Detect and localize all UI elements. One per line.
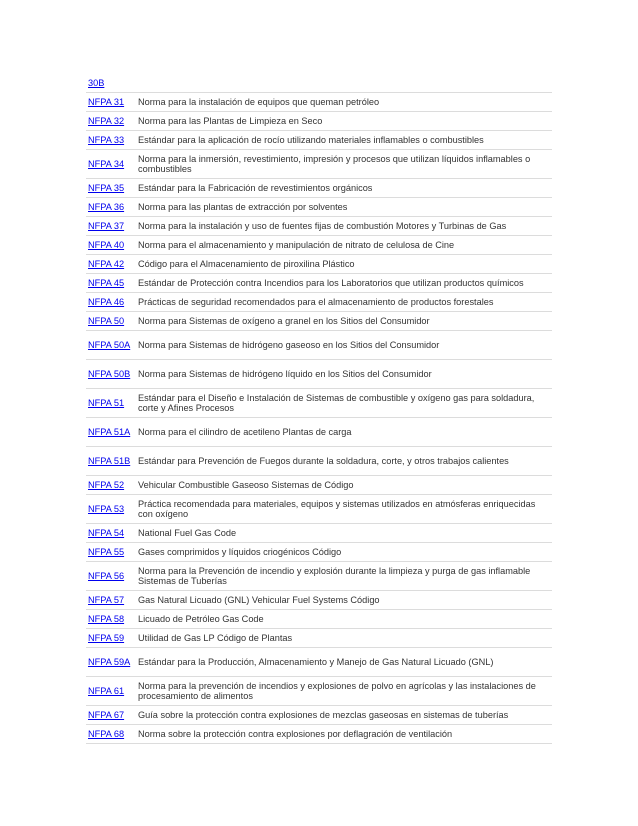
standard-description: Norma sobre la protección contra explosiones por deflagración de ventilación [136, 725, 552, 744]
standard-code-link[interactable]: NFPA 33 [88, 134, 125, 145]
standard-description: Norma para la inmersión, revestimiento, impresión y procesos que utilizan líquidos inflamables o combustibles [136, 150, 552, 179]
standard-code-cell [86, 93, 136, 112]
standard-code-link[interactable]: NFPA 58 [88, 613, 125, 624]
standard-code-cell [86, 648, 136, 677]
standard-description: Vehicular Combustible Gaseoso Sistemas de Código [136, 476, 552, 495]
standard-description: Licuado de Petróleo Gas Code [136, 610, 552, 629]
standard-code-link[interactable]: NFPA 31 [88, 96, 125, 107]
standard-description: Norma para la instalación de equipos que queman petróleo [136, 93, 552, 112]
standard-code-cell [86, 677, 136, 706]
standard-code-link[interactable]: NFPA 59A [88, 656, 131, 667]
standard-code-link[interactable]: NFPA 68 [88, 728, 125, 739]
table-row [86, 648, 552, 677]
table-row [86, 293, 552, 312]
standard-code-link[interactable]: NFPA 54 [88, 527, 125, 538]
standard-code-link[interactable]: NFPA 59 [88, 632, 125, 643]
standard-code-link[interactable]: NFPA 32 [88, 115, 125, 126]
table-row [86, 389, 552, 418]
table-row [86, 562, 552, 591]
standard-description: Estándar de Protección contra Incendios para los Laboratorios que utilizan productos químicos [136, 274, 552, 293]
table-row [86, 236, 552, 255]
standard-description: Estándar para Prevención de Fuegos durante la soldadura, corte, y otros trabajos calientes [136, 447, 552, 476]
standard-code-cell [86, 360, 136, 389]
standard-description: Práctica recomendada para materiales, equipos y sistemas utilizados en atmósferas enriquecidas con oxígeno [136, 495, 552, 524]
table-row [86, 476, 552, 495]
table-row [86, 591, 552, 610]
table-row [86, 274, 552, 293]
standard-description: Norma para el almacenamiento y manipulación de nitrato de celulosa de Cine [136, 236, 552, 255]
table-row [86, 543, 552, 562]
standard-code-cell [86, 524, 136, 543]
standard-code-link[interactable]: NFPA 45 [88, 277, 125, 288]
standard-description: Código para el Almacenamiento de piroxilina Plástico [136, 255, 552, 274]
standard-description: Utilidad de Gas LP Código de Plantas [136, 629, 552, 648]
standard-description: Norma para las Plantas de Limpieza en Seco [136, 112, 552, 131]
standard-code-link[interactable]: NFPA 37 [88, 220, 125, 231]
standard-code-cell [86, 495, 136, 524]
standard-code-cell [86, 418, 136, 447]
standard-code-link[interactable]: NFPA 51 [88, 397, 125, 408]
standard-description [136, 74, 552, 93]
standard-code-cell [86, 293, 136, 312]
table-row [86, 725, 552, 744]
standard-code-cell [86, 217, 136, 236]
standard-code-link[interactable]: NFPA 35 [88, 182, 125, 193]
standard-code-link[interactable]: NFPA 53 [88, 503, 125, 514]
standard-code-cell [86, 150, 136, 179]
standard-description: Norma para la instalación y uso de fuentes fijas de combustión Motores y Turbinas de Gas [136, 217, 552, 236]
table-row [86, 150, 552, 179]
table-row [86, 418, 552, 447]
standard-code-cell [86, 255, 136, 274]
table-row [86, 524, 552, 543]
standard-code-cell [86, 236, 136, 255]
standard-description: National Fuel Gas Code [136, 524, 552, 543]
standard-description: Norma para Sistemas de oxígeno a granel en los Sitios del Consumidor [136, 312, 552, 331]
standard-code-link[interactable]: NFPA 46 [88, 296, 125, 307]
standard-description: Norma para la Prevención de incendio y explosión durante la limpieza y purga de gas inflamable Sistemas de Tuberías [136, 562, 552, 591]
standard-code-link[interactable]: 30B [88, 77, 105, 88]
table-row [86, 629, 552, 648]
standard-code-cell [86, 706, 136, 725]
table-row [86, 198, 552, 217]
standard-code-link[interactable]: NFPA 36 [88, 201, 125, 212]
standard-code-link[interactable]: NFPA 50 [88, 315, 125, 326]
standard-description: Prácticas de seguridad recomendados para el almacenamiento de productos forestales [136, 293, 552, 312]
table-row [86, 255, 552, 274]
table-row [86, 312, 552, 331]
standard-code-cell [86, 312, 136, 331]
standard-code-cell [86, 591, 136, 610]
standard-code-cell [86, 112, 136, 131]
standard-code-link[interactable]: NFPA 40 [88, 239, 125, 250]
standard-code-link[interactable]: NFPA 51A [88, 426, 131, 437]
standard-code-cell [86, 447, 136, 476]
table-row [86, 495, 552, 524]
standard-code-cell [86, 476, 136, 495]
standard-code-cell [86, 274, 136, 293]
standard-description: Estándar para la aplicación de rocío utilizando materiales inflamables o combustibles [136, 131, 552, 150]
standard-description: Norma para la prevención de incendios y explosiones de polvo en agrícolas y las instalaciones de procesamiento de alimentos [136, 677, 552, 706]
table-row [86, 610, 552, 629]
standard-code-link[interactable]: NFPA 51B [88, 455, 131, 466]
standard-description: Gas Natural Licuado (GNL) Vehicular Fuel Systems Código [136, 591, 552, 610]
standard-code-cell [86, 131, 136, 150]
table-row [86, 677, 552, 706]
standard-description: Estándar para la Producción, Almacenamiento y Manejo de Gas Natural Licuado (GNL) [136, 648, 552, 677]
standard-code-cell [86, 198, 136, 217]
standard-code-link[interactable]: NFPA 57 [88, 594, 125, 605]
standard-code-link[interactable]: NFPA 34 [88, 158, 125, 169]
standard-code-cell [86, 74, 136, 93]
standard-description: Norma para el cilindro de acetileno Plantas de carga [136, 418, 552, 447]
standard-code-cell [86, 562, 136, 591]
table-row [86, 74, 552, 93]
standard-description: Norma para Sistemas de hidrógeno líquido en los Sitios del Consumidor [136, 360, 552, 389]
table-row [86, 131, 552, 150]
nfpa-standards-table [86, 74, 552, 744]
standard-description: Norma para Sistemas de hidrógeno gaseoso en los Sitios del Consumidor [136, 331, 552, 360]
standard-code-cell [86, 179, 136, 198]
standard-description: Gases comprimidos y líquidos criogénicos Código [136, 543, 552, 562]
standard-code-cell [86, 543, 136, 562]
standard-code-cell [86, 389, 136, 418]
standard-code-link[interactable]: NFPA 50A [88, 339, 131, 350]
table-row [86, 331, 552, 360]
standard-code-link[interactable]: NFPA 56 [88, 570, 125, 581]
table-row [86, 112, 552, 131]
standard-code-cell [86, 629, 136, 648]
standard-description: Norma para las plantas de extracción por solventes [136, 198, 552, 217]
standard-code-link[interactable]: NFPA 42 [88, 258, 125, 269]
table-row [86, 217, 552, 236]
standard-description: Estándar para el Diseño e Instalación de Sistemas de combustible y oxígeno gas para soldadura, corte y Afines Procesos [136, 389, 552, 418]
standard-code-cell [86, 610, 136, 629]
table-row [86, 179, 552, 198]
standard-code-cell [86, 331, 136, 360]
table-row [86, 447, 552, 476]
standard-description: Estándar para la Fabricación de revestimientos orgánicos [136, 179, 552, 198]
standard-code-cell [86, 725, 136, 744]
table-row [86, 706, 552, 725]
standard-code-link[interactable]: NFPA 67 [88, 709, 125, 720]
table-row [86, 360, 552, 389]
standard-description: Guía sobre la protección contra explosiones de mezclas gaseosas en sistemas de tuberías [136, 706, 552, 725]
standard-code-link[interactable]: NFPA 52 [88, 479, 125, 490]
standard-code-link[interactable]: NFPA 55 [88, 546, 125, 557]
table-row [86, 93, 552, 112]
standard-code-link[interactable]: NFPA 50B [88, 368, 131, 379]
standard-code-link[interactable]: NFPA 61 [88, 685, 125, 696]
